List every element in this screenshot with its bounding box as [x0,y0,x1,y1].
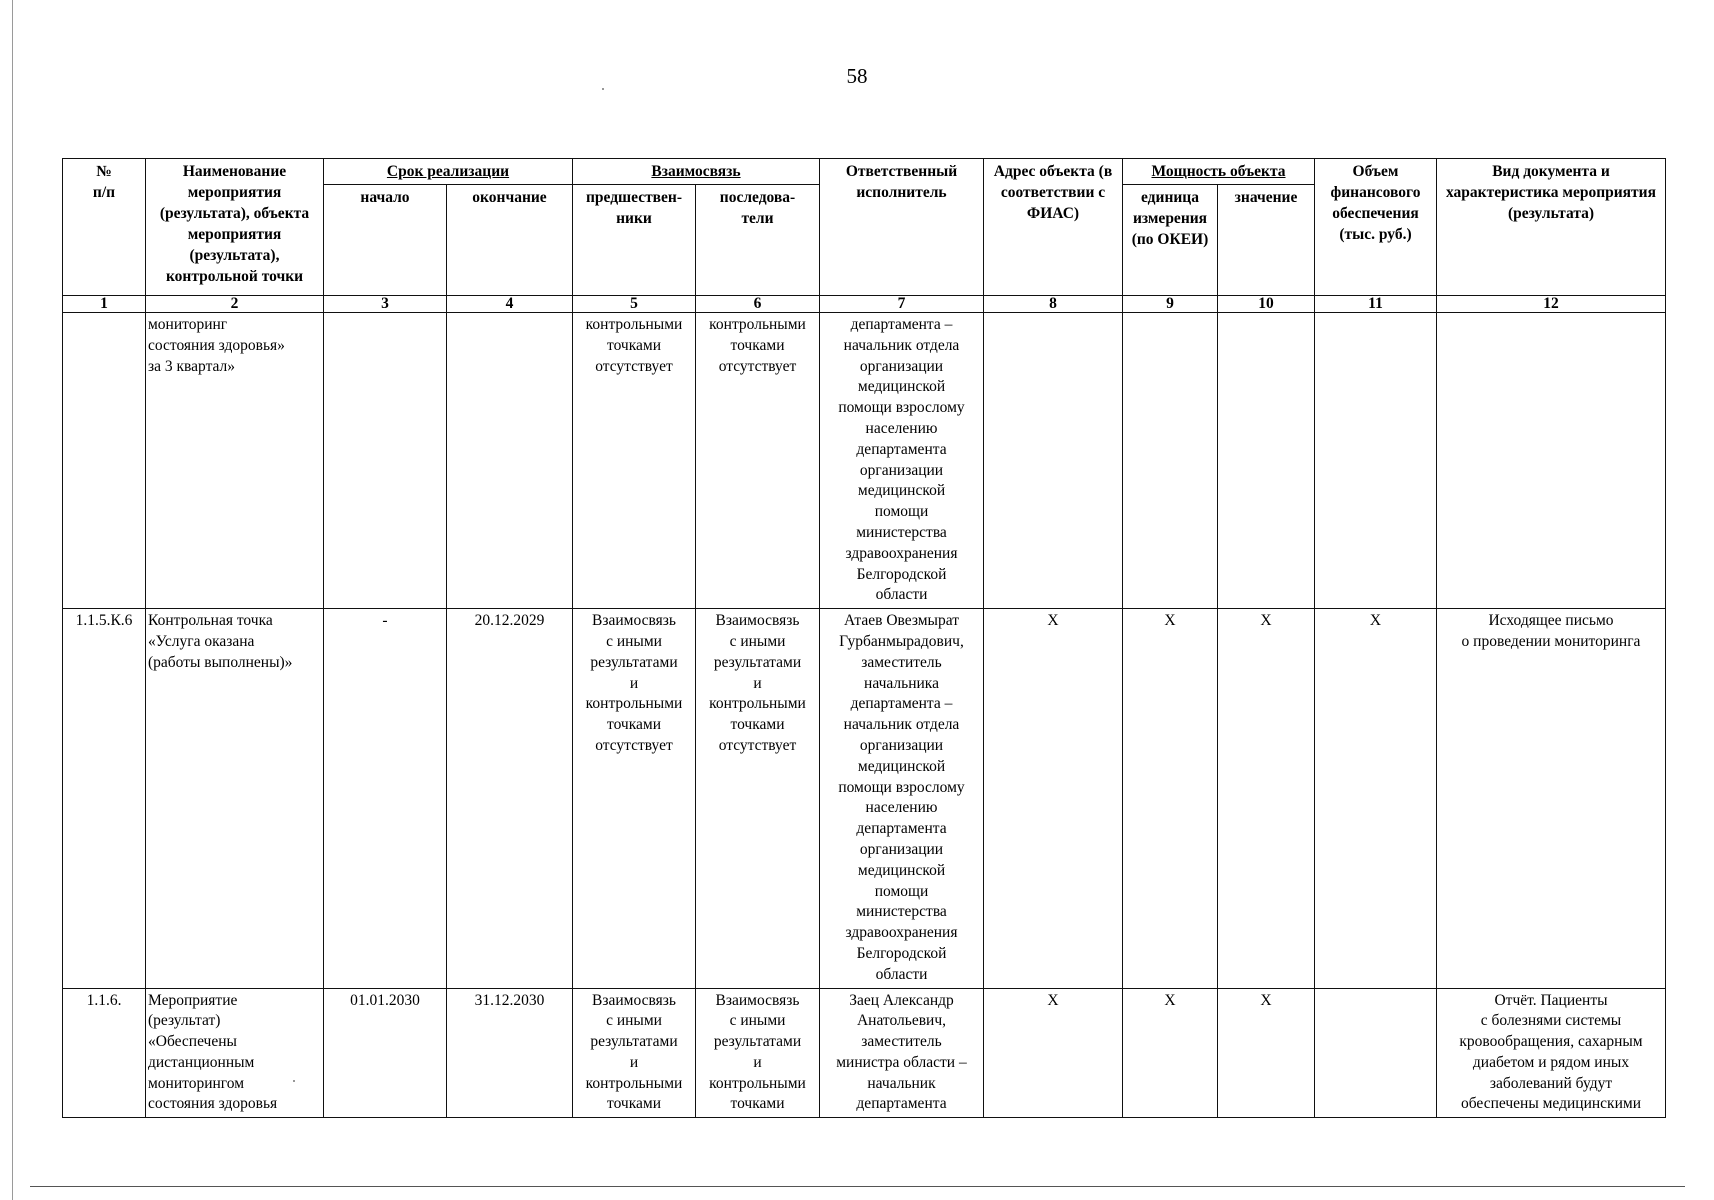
row-address: X [984,609,1123,988]
row-document [1437,313,1666,609]
row-end [447,313,573,609]
column-number: 12 [1437,296,1666,313]
header-num: № п/п [63,159,146,296]
header-unit: единица измерения (по ОКЕИ) [1123,185,1218,296]
header-link: Взаимосвязь [573,159,820,185]
header-end: окончание [447,185,573,296]
row-address: X [984,988,1123,1118]
column-number: 9 [1123,296,1218,313]
row-successors: Взаимосвязь с иными результатами и контрольными точками [696,988,820,1118]
header-start: начало [324,185,447,296]
row-end: 20.12.2029 [447,609,573,988]
column-number: 5 [573,296,696,313]
row-name: Контрольная точка «Услуга оказана (работы выполнены)» [146,609,324,988]
row-predecessors: Взаимосвязь с иными результатами и контрольными точками отсутствует [573,609,696,988]
header-address: Адрес объекта (в соответствии с ФИАС) [984,159,1123,296]
table-row [63,988,1666,1118]
column-number: 4 [447,296,573,313]
row-name: Мероприятие (результат) «Обеспечены дистанционным мониторингом состояния здоровья [146,988,324,1118]
row-start [324,313,447,609]
header-finance: Объем финансового обеспечения (тыс. руб.) [1315,159,1437,296]
header-row-1 [63,159,1666,185]
column-number: 11 [1315,296,1437,313]
row-value: X [1218,609,1315,988]
header-name: Наименование мероприятия (результата), объекта мероприятия (результата), контрольной точки [146,159,324,296]
header-period: Срок реализации [324,159,573,185]
page-bottom-line [30,1186,1685,1187]
column-number: 8 [984,296,1123,313]
implementation-plan-table [62,158,1666,1118]
row-predecessors: контрольными точками отсутствует [573,313,696,609]
row-document: Отчёт. Пациенты с болезнями системы кровообращения, сахарным диабетом и рядом иных заболеваний будут обеспечены медицинскими [1437,988,1666,1118]
row-responsible: Атаев Овезмырат Гурбанмырадович, заместитель начальника департамента – начальник отдела организации медицинской помощи взрослому населению департамента организации медицинской помощи министерства здравоохранения Белгородской области [820,609,984,988]
row-address [984,313,1123,609]
header-capacity: Мощность объекта [1123,159,1315,185]
row-finance: X [1315,609,1437,988]
row-unit: X [1123,609,1218,988]
row-document: Исходящее письмо о проведении мониторинга [1437,609,1666,988]
column-number: 6 [696,296,820,313]
page-edge-line [12,0,13,1200]
header-value: значение [1218,185,1315,296]
header-document: Вид документа и характеристика мероприятия (результата) [1437,159,1666,296]
column-number: 7 [820,296,984,313]
column-number: 1 [63,296,146,313]
column-number: 3 [324,296,447,313]
table-row [63,313,1666,609]
row-value [1218,313,1315,609]
row-finance [1315,988,1437,1118]
header-successors: последова- тели [696,185,820,296]
row-name: мониторинг состояния здоровья» за 3 квартал» [146,313,324,609]
row-unit [1123,313,1218,609]
row-end: 31.12.2030 [447,988,573,1118]
row-responsible: департамента – начальник отдела организации медицинской помощи взрослому населению департамента организации медицинской помощи министерства здравоохранения Белгородской области [820,313,984,609]
row-start: 01.01.2030 [324,988,447,1118]
column-number: 2 [146,296,324,313]
header-responsible: Ответственный исполнитель [820,159,984,296]
header-predecessors: предшествен- ники [573,185,696,296]
row-start: - [324,609,447,988]
scan-speck [602,88,604,90]
row-responsible: Заец Александр Анатольевич, заместитель министра области – начальник департамента [820,988,984,1118]
column-number-row [63,296,1666,313]
row-successors: контрольными точками отсутствует [696,313,820,609]
row-value: X [1218,988,1315,1118]
row-finance [1315,313,1437,609]
table-row [63,609,1666,988]
row-predecessors: Взаимосвязь с иными результатами и контрольными точками [573,988,696,1118]
row-successors: Взаимосвязь с иными результатами и контрольными точками отсутствует [696,609,820,988]
column-number: 10 [1218,296,1315,313]
row-num [63,313,146,609]
row-unit: X [1123,988,1218,1118]
row-num: 1.1.5.К.6 [63,609,146,988]
page-number: 58 [846,64,868,88]
row-num: 1.1.6. [63,988,146,1118]
